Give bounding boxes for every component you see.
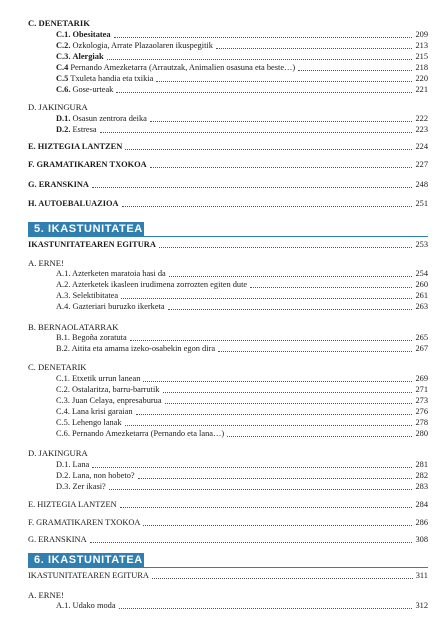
toc-entry-c3[interactable] [56, 52, 428, 62]
entry-title: Estresa [72, 125, 97, 134]
entry-title: C.1. Etxetik urrun lanean [56, 374, 141, 383]
toc-entry-cc1[interactable] [56, 374, 428, 384]
dot-leader [159, 247, 413, 248]
unit-5-rule [28, 236, 428, 237]
toc-entry-a2[interactable] [56, 280, 428, 290]
entry-title: C.4. Lana krisi garaian [56, 407, 133, 416]
dot-leader [165, 403, 413, 404]
dot-leader [121, 298, 412, 299]
dot-leader [122, 206, 413, 207]
page-number: 263 [415, 302, 428, 311]
entry-title: E. HIZTEGIA LANTZEN [28, 142, 123, 151]
entry-title: Osasun zentrora deika [72, 114, 147, 123]
entry-title: A.4. Gazteriari buruzko ikerketa [56, 302, 165, 311]
toc-entry-d1[interactable] [56, 114, 428, 124]
section-heading-c: C. DENETARIK [28, 362, 87, 372]
toc-entry-c2[interactable] [56, 41, 428, 51]
toc-entry-cc6[interactable] [56, 429, 428, 439]
dot-leader [138, 478, 413, 479]
entry-title: Pernando Amezketarra (Arrautzak, Animalien osasuna eta beste…) [70, 63, 296, 72]
entry-code: D.1. [56, 114, 71, 123]
page-number: 227 [415, 160, 428, 169]
dot-leader [92, 187, 412, 188]
dot-leader [130, 340, 413, 341]
dot-leader [218, 351, 412, 352]
dot-leader [216, 48, 413, 49]
page-number: 248 [415, 180, 428, 189]
dot-leader [107, 59, 413, 60]
page-number: 261 [415, 291, 428, 300]
toc-entry-aa1[interactable] [56, 601, 428, 611]
entry-title: A.2. Azterketek ikasleen irudimena zorrozten egiten dute [56, 280, 248, 289]
page-number: 280 [415, 429, 428, 438]
toc-entry-c4[interactable] [56, 63, 428, 73]
page-number: 265 [415, 333, 428, 342]
dot-leader [150, 121, 413, 122]
entry-title: H. AUTOEBALUAZIOA [28, 199, 119, 208]
toc-entry-ee[interactable] [28, 500, 428, 510]
page-number: 218 [415, 63, 428, 72]
unit-6-rule [28, 567, 428, 568]
page-number: 267 [415, 344, 428, 353]
entry-title: IKASTUNITATEAREN EGITURA [28, 240, 156, 249]
entry-title: F. GRAMATIKAREN TXOKOA [28, 518, 141, 527]
page-number: 209 [415, 30, 428, 39]
dot-leader [150, 167, 413, 168]
dot-leader [143, 381, 412, 382]
toc-entry-f[interactable] [28, 160, 428, 170]
entry-title: D.3. Zer ikasi? [56, 482, 106, 491]
dot-leader [100, 132, 413, 133]
entry-title: B.2. Aitita eta amama izeko-osabekin egon dira [56, 344, 216, 353]
page-number: 251 [415, 199, 428, 208]
dot-leader [109, 489, 413, 490]
dot-leader [136, 414, 413, 415]
toc-entry-a3[interactable] [56, 291, 428, 301]
toc-entry-cc3[interactable] [56, 396, 428, 406]
dot-leader [92, 467, 412, 468]
toc-entry-c6[interactable] [56, 85, 428, 95]
dot-leader [156, 81, 412, 82]
page-number: 253 [415, 240, 428, 249]
toc-entry-dd1[interactable] [56, 460, 428, 470]
dot-leader [119, 608, 413, 609]
toc-entry-a1[interactable] [56, 269, 428, 279]
dot-leader [116, 92, 412, 93]
toc-entry-b1[interactable] [56, 333, 428, 343]
page-number: 222 [415, 114, 428, 123]
entry-title: D.1. Lana [56, 460, 90, 469]
entry-title: A.3. Selektibitatea [56, 291, 119, 300]
toc-entry-g[interactable] [28, 180, 428, 190]
page-number: 224 [415, 142, 428, 151]
dot-leader [168, 309, 413, 310]
section-heading-c: C. DENETARIK [28, 18, 90, 28]
entry-code: C.1. [56, 30, 71, 39]
section-heading-b: B. BERNAOLATARRAK [28, 322, 119, 332]
toc-entry-c5[interactable] [56, 74, 428, 84]
entry-title: IKASTUNITATEAREN EGITURA [28, 571, 149, 580]
page-number: 276 [415, 407, 428, 416]
entry-title: Txuleta handia eta txikia [70, 74, 154, 83]
entry-code: C.4 [56, 63, 69, 72]
entry-title: D.2. Lana, non hobeto? [56, 471, 135, 480]
toc-entry-cc5[interactable] [56, 418, 428, 428]
toc-entry-cc2[interactable] [56, 385, 428, 395]
entry-title: A.1. Azterketen maratoia hasi da [56, 269, 166, 278]
page-number: 269 [415, 374, 428, 383]
dot-leader [298, 70, 412, 71]
page-number: 260 [415, 280, 428, 289]
entry-title: C.3. Juan Celaya, enpresaburua [56, 396, 162, 405]
page-number: 282 [415, 471, 428, 480]
toc-entry-a4[interactable] [56, 302, 428, 312]
entry-title: C.2. Ostalaritza, barru-barrutik [56, 385, 160, 394]
dot-leader [143, 525, 412, 526]
page-number: 271 [415, 385, 428, 394]
entry-title: F. GRAMATIKAREN TXOKOA [28, 160, 147, 169]
dot-leader [227, 436, 412, 437]
dot-leader [90, 542, 413, 543]
page-number: 283 [415, 482, 428, 491]
dot-leader [152, 578, 413, 579]
entry-code: C.3. [56, 52, 71, 61]
toc-entry-dd2[interactable] [56, 471, 428, 481]
dot-leader [125, 149, 412, 150]
entry-title: C.5. Lehengo lanak [56, 418, 122, 427]
entry-code: C.6. [56, 85, 71, 94]
entry-title: A.1. Udako moda [56, 601, 116, 610]
page-number: 223 [415, 125, 428, 134]
entry-title: G. ERANSKINA [28, 180, 89, 189]
toc-entry-h[interactable] [28, 199, 428, 209]
toc-entry-dd3[interactable] [56, 482, 428, 492]
toc-entry-b2[interactable] [56, 344, 428, 354]
page-number: 221 [415, 85, 428, 94]
page-number: 284 [415, 500, 428, 509]
page-number: 312 [415, 601, 428, 610]
page-number: 311 [415, 571, 428, 580]
entry-title: Obesitatea [72, 30, 111, 39]
toc-entry-cc4[interactable] [56, 407, 428, 417]
dot-leader [125, 425, 413, 426]
entry-code: D.2. [56, 125, 71, 134]
section-heading-a: A. ERNE! [28, 258, 64, 268]
entry-title: E. HIZTEGIA LANTZEN [28, 500, 117, 509]
page-number: 281 [415, 460, 428, 469]
entry-title: Ozkologia, Arrate Plazaolaren ikuspegitik [72, 41, 213, 50]
page-number: 278 [415, 418, 428, 427]
entry-title: Gose-urteak [72, 85, 114, 94]
entry-code: C.5 [56, 74, 69, 83]
dot-leader [250, 287, 412, 288]
toc-entry-c1[interactable] [56, 30, 428, 40]
section-heading-d: D. JAKINGURA [28, 448, 88, 458]
page-number: 308 [415, 535, 428, 544]
dot-leader [120, 507, 413, 508]
toc-entry-e[interactable] [28, 142, 428, 152]
toc-entry-unit5-structure[interactable] [28, 240, 428, 250]
page-number: 213 [415, 41, 428, 50]
toc-entry-ff[interactable] [28, 518, 428, 528]
dot-leader [163, 392, 413, 393]
entry-title: Alergiak [72, 52, 104, 61]
entry-title: B.1. Begoña zoratuta [56, 333, 127, 342]
section-heading-a: A. ERNE! [28, 590, 64, 600]
dot-leader [169, 276, 413, 277]
entry-title: G. ERANSKINA [28, 535, 87, 544]
unit-5-banner: 5. IKASTUNITATEA [28, 222, 144, 236]
page-number: 254 [415, 269, 428, 278]
toc-entry-d2[interactable] [56, 125, 428, 135]
page-number: 286 [415, 518, 428, 527]
entry-code: C.2. [56, 41, 71, 50]
toc-entry-unit6-structure[interactable] [28, 571, 428, 581]
page-number: 273 [415, 396, 428, 405]
page-number: 215 [415, 52, 428, 61]
page-number: 220 [415, 74, 428, 83]
entry-title: C.6. Pernando Amezketarra (Pernando eta lana…) [56, 429, 225, 438]
toc-entry-gg[interactable] [28, 535, 428, 545]
dot-leader [114, 37, 413, 38]
unit-6-banner: 6. IKASTUNITATEA [28, 553, 144, 567]
section-heading-d: D. JAKINGURA [28, 102, 88, 112]
